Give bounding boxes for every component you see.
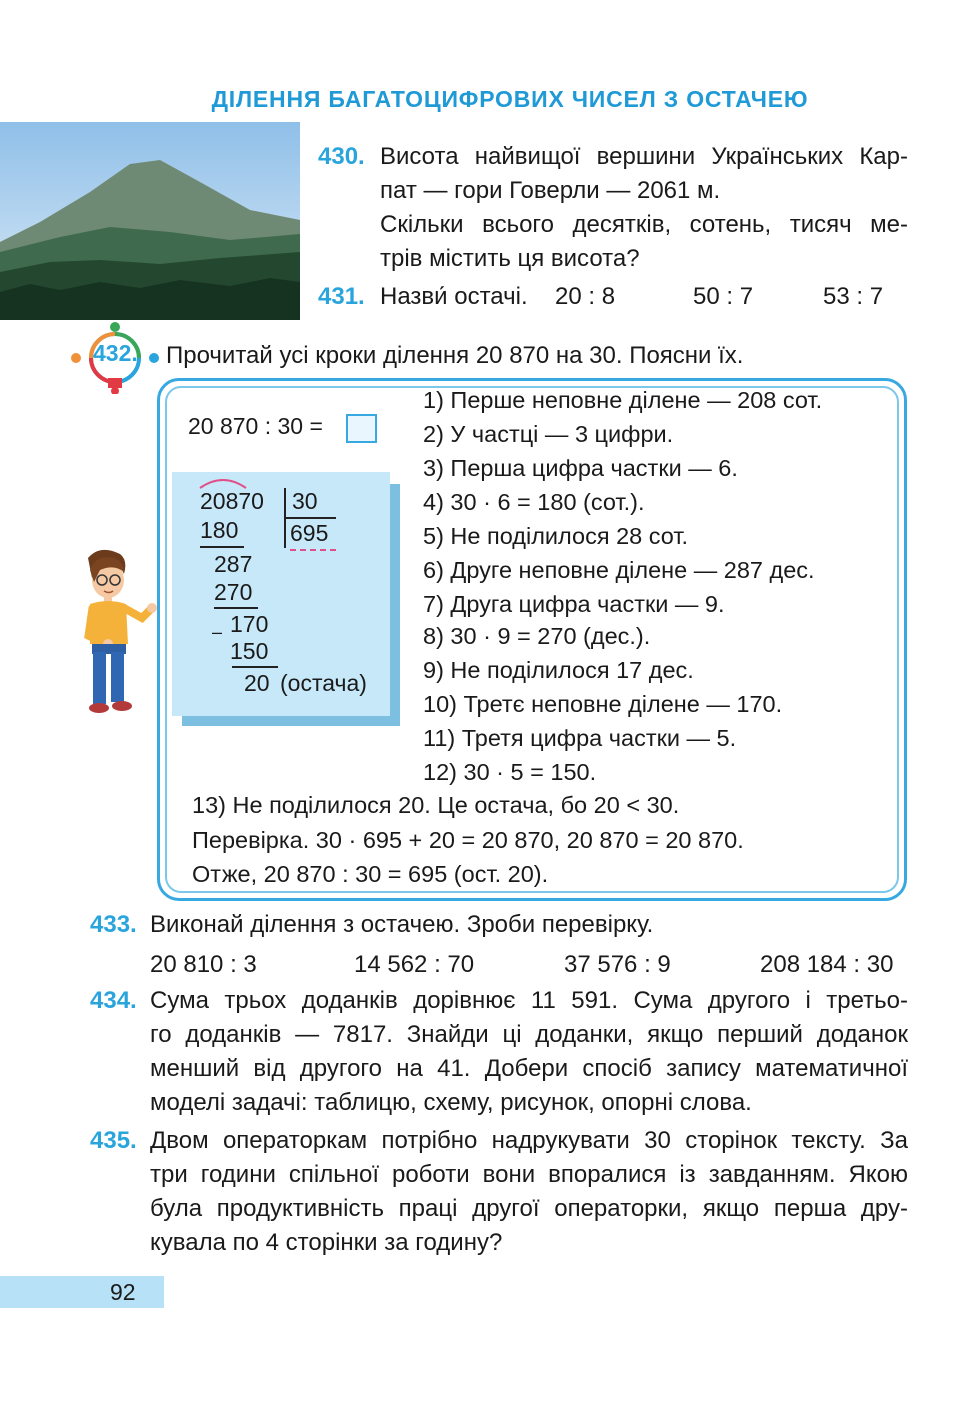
step-item: 1) Перше неповне ділене — 208 сот. (423, 387, 823, 413)
exercise: 50 : 7 (693, 283, 754, 310)
division-row: 180 (200, 517, 239, 543)
task-number: 430. (318, 143, 365, 170)
quotient: 695 (290, 520, 329, 546)
task-line: Сума трьох доданків дорівнює 11 591. Сума другого і третьо- (150, 987, 908, 1014)
exercise: 37 576 : 9 (564, 951, 671, 978)
step-item: 7) Друга цифра частки — 9. (423, 591, 725, 617)
page-number: 92 (110, 1279, 136, 1305)
long-division-card (172, 472, 390, 716)
exercise: 20 : 8 (555, 283, 616, 310)
remainder-note: (остача) (280, 670, 367, 696)
step-item: 5) Не поділилося 28 сот. (423, 523, 689, 549)
task-line: трів містить ця висота? (380, 245, 640, 272)
step-item: 9) Не поділилося 17 дес. (423, 657, 694, 683)
task-line: Скільки всього десятків, сотень, тисяч ме- (380, 211, 908, 238)
boy-illustration (80, 548, 160, 718)
answer-box (346, 414, 377, 443)
page-number-bar (0, 1276, 164, 1308)
exercise: 53 : 7 (823, 283, 884, 310)
exercise: 208 184 : 30 (760, 951, 894, 978)
remainder: 20 (244, 670, 270, 696)
step-item: 10) Третє неповне ділене — 170. (423, 691, 783, 717)
division-row: 270 (214, 579, 253, 605)
task-line: Двом операторкам потрібно надрукувати 30 сторінок тексту. За (150, 1127, 908, 1154)
task-line: була продуктивність праці другої операторки, якщо перша дру- (150, 1195, 908, 1222)
task-number: 431. (318, 283, 365, 310)
task-number: 432. (93, 340, 138, 366)
division-line (214, 607, 258, 609)
task-line: Висота найвищої вершини Українських Кар- (380, 143, 908, 170)
division-row: 170 (230, 611, 269, 637)
task-number: 435. (90, 1127, 137, 1154)
section-title: ДІЛЕННЯ БАГАТОЦИФРОВИХ ЧИСЕЛ З ОСТАЧЕЮ (211, 86, 809, 112)
mountain-photo (0, 122, 300, 320)
task-line: три години спільної роботи вони впоралися із завданням. Якою (150, 1161, 908, 1188)
task-line: го доданків — 7817. Знайди ці доданки, якщо перший доданок (150, 1021, 908, 1048)
task-text: Назви́ остачі. (380, 283, 528, 310)
minus-sign: – (212, 622, 223, 642)
task-433 (90, 908, 908, 988)
task-line: кувала по 4 сторінки за годину? (150, 1229, 503, 1256)
task-number: 433. (90, 911, 137, 938)
task-431 (318, 280, 908, 316)
step-item: 12) 30 · 5 = 150. (423, 759, 597, 785)
task-line: менший від другого на 41. Добери спосіб запису математичної (150, 1055, 908, 1082)
division-row: 287 (214, 551, 253, 577)
division-line (232, 666, 278, 668)
step-item: 6) Друге неповне ділене — 287 дес. (423, 557, 815, 583)
dividend: 20870 (200, 488, 264, 514)
exercise: 14 562 : 70 (354, 951, 475, 978)
task-text: Виконай ділення з остачею. Зроби перевірку. (150, 911, 654, 938)
task-434 (90, 984, 908, 1124)
task-line: пат — гори Говерли — 2061 м. (380, 177, 721, 204)
step-item: 3) Перша цифра частки — 6. (423, 455, 738, 481)
divisor: 30 (292, 488, 318, 514)
equation: 20 870 : 30 = (188, 413, 323, 439)
step-item: 2) У частці — 3 цифри. (423, 421, 674, 447)
step-item: 11) Третя цифра частки — 5. (423, 725, 737, 751)
conclusion-line: 13) Не поділилося 20. Це остача, бо 20 < 30. (192, 792, 680, 818)
conclusion-line: Отже, 20 870 : 30 = 695 (ост. 20). (192, 861, 549, 887)
task-number: 434. (90, 987, 137, 1014)
task-text: Прочитай усі кроки ділення 20 870 на 30. Поясни їх. (166, 342, 744, 369)
division-row: 150 (230, 638, 269, 664)
step-item: 8) 30 · 9 = 270 (дес.). (423, 623, 651, 649)
conclusion-line: Перевірка. 30 · 695 + 20 = 20 870, 20 870 = 20 870. (192, 827, 744, 853)
division-line (200, 546, 244, 548)
task-430 (318, 140, 908, 280)
task-line: моделі задачі: таблицю, схему, рисунок, опорні слова. (150, 1089, 752, 1116)
step-item: 4) 30 · 6 = 180 (сот.). (423, 489, 645, 515)
exercise: 20 810 : 3 (150, 951, 257, 978)
quotient-underline (290, 549, 336, 551)
task-435 (90, 1124, 908, 1264)
